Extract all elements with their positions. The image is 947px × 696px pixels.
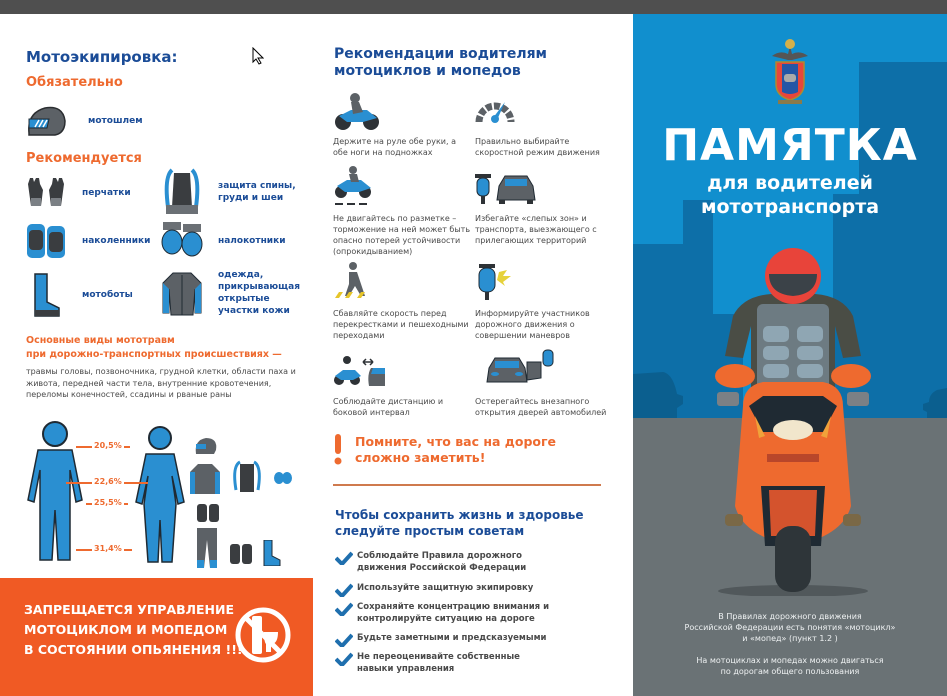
mandatory-title: Обязательно bbox=[26, 75, 123, 90]
ban-line2: МОТОЦИКЛОМ И МОПЕДОМ bbox=[24, 622, 228, 637]
knee-pads-icon bbox=[24, 220, 68, 262]
road-marking-icon bbox=[333, 166, 383, 206]
exclamation-icon bbox=[333, 434, 343, 470]
motorcycle-rider-illustration bbox=[703, 246, 883, 600]
injuries-title-line2: при дорожно-транспортных происшествиях — bbox=[26, 349, 282, 360]
ban-line3: В СОСТОЯНИИ ОПЬЯНЕНИЯ !!! bbox=[24, 642, 243, 657]
tips-title-line1: Чтобы сохранить жизнь и здоровье bbox=[335, 508, 584, 522]
tip-item bbox=[335, 601, 557, 625]
note-rules-line1: В Правилах дорожного движения bbox=[718, 612, 862, 621]
no-alcohol-icon bbox=[234, 606, 292, 668]
small-helmet-icon bbox=[194, 436, 218, 460]
injury-stat-head: 20,5% bbox=[94, 441, 122, 450]
tip-text: Не переоценивайте собственные навыки управления bbox=[357, 652, 520, 674]
recommendations-panel bbox=[313, 14, 633, 696]
small-gloves-icon bbox=[196, 502, 220, 528]
injuries-text: травмы головы, позвоночника, грудной клетки, области паха и живота, передней части тела, внутренние кровотечения, переломы конечностей, ссадины и рваные раны bbox=[26, 367, 296, 399]
male-figure-icon bbox=[24, 420, 86, 568]
recommendation-text: Правильно выбирайте скоростной режим движения bbox=[475, 137, 600, 157]
pedestrian-crossing-icon bbox=[333, 262, 383, 302]
tips-title-line2: следуйте простым советам bbox=[335, 524, 525, 538]
mouse-cursor-icon bbox=[252, 47, 264, 69]
car-silhouette-left-icon bbox=[633, 364, 683, 424]
equipment-label: мотошлем bbox=[88, 116, 143, 126]
section-divider bbox=[333, 484, 601, 486]
tips-title bbox=[335, 507, 584, 539]
tip-item bbox=[335, 582, 587, 601]
tip-item bbox=[335, 632, 587, 651]
small-pants-icon bbox=[196, 528, 218, 574]
equipment-item-back-protector bbox=[160, 166, 298, 218]
equipment-label: мотоботы bbox=[82, 290, 133, 300]
car-door-icon bbox=[483, 346, 533, 386]
equipment-label: наколенники bbox=[82, 236, 151, 246]
equipment-label: одежда, прикрывающая открытые участки кожи bbox=[218, 270, 300, 316]
injuries-title-line1: Основные виды мототравм bbox=[26, 335, 175, 346]
recommendation-text: Сбавляйте скорость перед перекрестками и пешеходными переходами bbox=[333, 309, 469, 340]
cover-panel bbox=[633, 14, 947, 696]
recommendations-title bbox=[334, 46, 547, 80]
tip-text: Сохраняйте концентрацию внимания и контролируйте ситуацию на дороге bbox=[357, 602, 550, 624]
ban-text bbox=[24, 600, 243, 660]
note-roads-line2: по дорогам общего пользования bbox=[720, 667, 860, 676]
small-back-protector-icon bbox=[232, 460, 262, 500]
recommendations-title-line2: мотоциклов и мопедов bbox=[334, 63, 521, 79]
drunk-driving-ban-banner bbox=[0, 578, 313, 696]
injury-stat-legs: 31,4% bbox=[94, 544, 122, 553]
equipment-item-gloves bbox=[24, 172, 131, 214]
small-elbow-pads-icon bbox=[274, 470, 292, 489]
gloves-icon bbox=[24, 172, 68, 214]
checkmark-icon bbox=[335, 632, 357, 651]
remember-line2: сложно заметить! bbox=[355, 450, 486, 465]
police-emblem-icon bbox=[770, 36, 810, 110]
remember-text bbox=[355, 434, 556, 466]
equipment-label: налокотники bbox=[218, 236, 286, 246]
cover-subtitle-line1: для водителей bbox=[707, 172, 873, 194]
tip-text: Будьте заметными и предсказуемыми bbox=[357, 633, 547, 643]
jacket-icon bbox=[160, 268, 204, 318]
recommendation-text: Остерегайтесь внезапного открытия дверей автомобилей bbox=[475, 397, 607, 417]
checkmark-icon bbox=[335, 582, 357, 601]
female-figure-icon bbox=[132, 424, 188, 568]
injury-stat-torso: 22,6% bbox=[94, 477, 122, 486]
cover-title: ПАМЯТКА bbox=[662, 120, 918, 171]
equipment-label: перчатки bbox=[82, 188, 131, 198]
equipment-item-jacket bbox=[160, 268, 308, 318]
checkmark-icon bbox=[335, 550, 357, 574]
speedometer-icon bbox=[475, 92, 525, 132]
note-roads-line1: На мотоциклах и мопедах можно двигаться bbox=[696, 656, 884, 665]
recommendation-text: Держите на руле обе руки, а обе ноги на подножках bbox=[333, 137, 456, 157]
recommendation-text: Избегайте «слепых зон» и транспорта, выезжающего с прилегающих территорий bbox=[475, 214, 597, 245]
equipment-item-boots bbox=[24, 272, 133, 318]
blind-spot-icon bbox=[473, 170, 523, 210]
note-rules-line3: и «мопед» (пункт 1.2 ) bbox=[742, 634, 838, 643]
tip-text: Используйте защитную экипировку bbox=[357, 583, 534, 593]
small-knee-pads-icon bbox=[230, 544, 252, 568]
tip-text: Соблюдайте Правила дорожного движения Российской Федерации bbox=[357, 551, 527, 573]
recommendation-text: Соблюдайте дистанцию и боковой интервал bbox=[333, 397, 444, 417]
recommended-title: Рекомендуется bbox=[26, 151, 142, 166]
recommendation-text: Информируйте участников дорожного движения о совершении маневров bbox=[475, 309, 590, 340]
small-boots-icon bbox=[262, 540, 282, 570]
back-protector-icon bbox=[160, 166, 204, 218]
signal-icon bbox=[475, 262, 525, 302]
equipment-item-elbow-pads bbox=[160, 220, 286, 262]
equipment-item-helmet bbox=[24, 100, 143, 142]
equipment-item-knee-pads bbox=[24, 220, 150, 262]
checkmark-icon bbox=[335, 601, 357, 625]
note-rules-line2: Российской Федерации есть понятия «мотоцикл» bbox=[684, 623, 896, 632]
elbow-pads-icon bbox=[160, 220, 204, 262]
equipment-title: Мотоэкипировка: bbox=[26, 48, 178, 66]
injury-stat-arms: 25,5% bbox=[94, 498, 122, 507]
distance-icon bbox=[333, 354, 383, 394]
equipment-panel bbox=[0, 14, 313, 696]
top-bar bbox=[0, 0, 947, 14]
ban-line1: ЗАПРЕЩАЕТСЯ УПРАВЛЕНИЕ bbox=[24, 602, 235, 617]
injuries-title bbox=[26, 334, 282, 362]
moto-boots-icon bbox=[24, 272, 68, 318]
equipment-label: защита спины, груди и шеи bbox=[218, 181, 296, 203]
recommendation-text: Не двигайтесь по разметке – торможение на ней может быть опасно потерей устойчивости (опрокидыванием) bbox=[333, 214, 471, 256]
helmet-icon bbox=[24, 100, 68, 142]
recommendations-title-line1: Рекомендации водителям bbox=[334, 46, 548, 62]
remember-line1: Помните, что вас на дороге bbox=[355, 434, 557, 449]
tip-item bbox=[335, 651, 557, 675]
checkmark-icon bbox=[335, 651, 357, 675]
small-jacket-icon bbox=[190, 462, 220, 500]
motorcyclist-icon bbox=[333, 92, 383, 132]
cover-subtitle-line2: мототранспорта bbox=[700, 196, 880, 218]
tip-item bbox=[335, 550, 567, 574]
